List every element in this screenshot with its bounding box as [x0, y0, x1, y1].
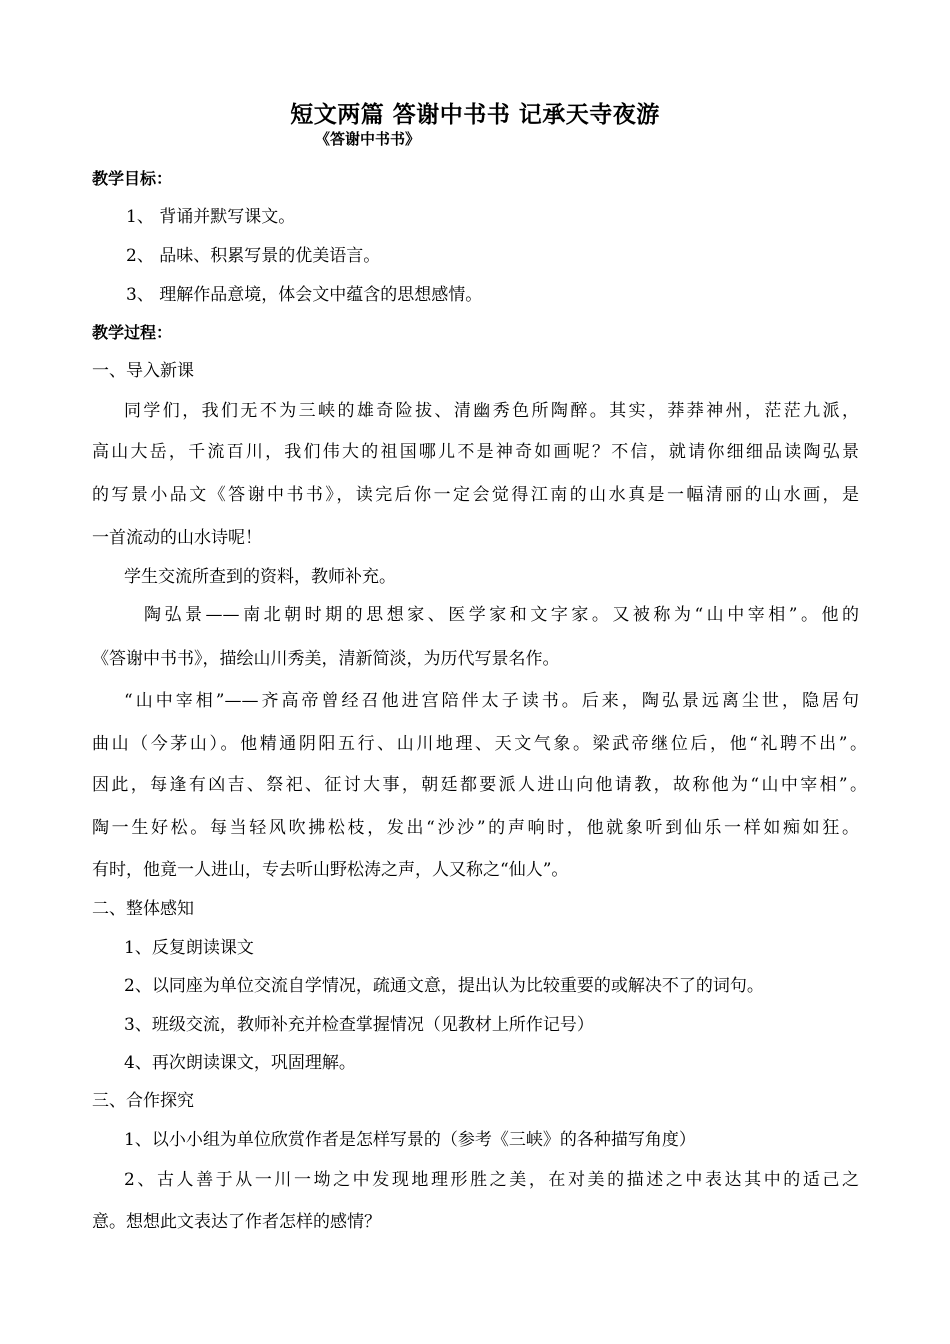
list-item: 3、班级交流，教师补充并检查掌握情况（见教材上所作记号） [124, 1015, 594, 1035]
objective-item: 3、 理解作品意境，体会文中蕴含的思想感情。 [126, 285, 483, 305]
list-item: 1、反复朗读课文 [124, 938, 254, 958]
paragraph-line: “山中宰相”——齐高帝曾经召他进宫陪伴太子读书。后来，陶弘景远离尘世，隐居句 [124, 691, 859, 711]
paragraph-line: 学生交流所查到的资料，教师补充。 [124, 567, 396, 587]
paragraph-line: 陶一生好松。每当轻风吹拂松枝，发出“沙沙”的声响时，他就象听到仙乐一样如痴如狂。 [92, 818, 859, 838]
list-item: 意。想想此文表达了作者怎样的感情？ [92, 1212, 381, 1232]
paragraph-line: 的写景小品文《答谢中书书》，读完后你一定会觉得江南的山水真是一幅清丽的山水画，是 [92, 485, 859, 505]
paragraph-line: 陶弘景——南北朝时期的思想家、医学家和文字家。又被称为“山中宰相”。他的 [144, 605, 859, 625]
paragraph-line: 《答谢中书书》，描绘山川秀美，清新简淡，为历代写景名作。 [92, 649, 560, 669]
paragraph-line: 同学们，我们无不为三峡的雄奇险拔、清幽秀色所陶醉。其实，莽莽神州，茫茫九派， [124, 401, 859, 421]
section-heading: 一、导入新课 [92, 361, 194, 381]
list-item: 4、再次朗读课文，巩固理解。 [124, 1053, 356, 1073]
objective-item: 1、 背诵并默写课文。 [126, 207, 296, 227]
list-item: 1、以小小组为单位欣赏作者是怎样写景的（参考《三峡》的各种描写角度） [124, 1130, 696, 1150]
paragraph-line: 有时，他竟一人进山，专去听山野松涛之声，人又称之“仙人”。 [92, 860, 569, 880]
section-heading: 三、合作探究 [92, 1091, 194, 1111]
section-heading: 二、整体感知 [92, 899, 194, 919]
paragraph-line: 因此，每逢有凶吉、祭祀、征讨大事，朝廷都要派人进山向他请教，故称他为“山中宰相”。 [92, 775, 867, 795]
list-item: 2、以同座为单位交流自学情况，疏通文意，提出认为比较重要的或解决不了的词句。 [124, 976, 764, 996]
paragraph-line: 曲山（今茅山）。他精通阴阳五行、山川地理、天文气象。梁武帝继位后，他“礼聘不出”。 [92, 734, 867, 754]
paragraph-line: 高山大岳，千流百川，我们伟大的祖国哪儿不是神奇如画呢？不信，就请你细细品读陶弘景 [92, 442, 859, 462]
objectives-heading: 教学目标： [92, 169, 173, 188]
paragraph-line: 一首流动的山水诗呢！ [92, 528, 262, 548]
list-item: 2、古人善于从一川一坳之中发现地理形胜之美，在对美的描述之中表达其中的适己之 [124, 1170, 859, 1190]
page-subtitle: 《答谢中书书》 [315, 130, 421, 148]
process-heading: 教学过程： [92, 323, 173, 342]
objective-item: 2、 品味、积累写景的优美语言。 [126, 246, 381, 266]
page-title: 短文两篇 答谢中书书 记承天寺夜游 [290, 102, 660, 128]
